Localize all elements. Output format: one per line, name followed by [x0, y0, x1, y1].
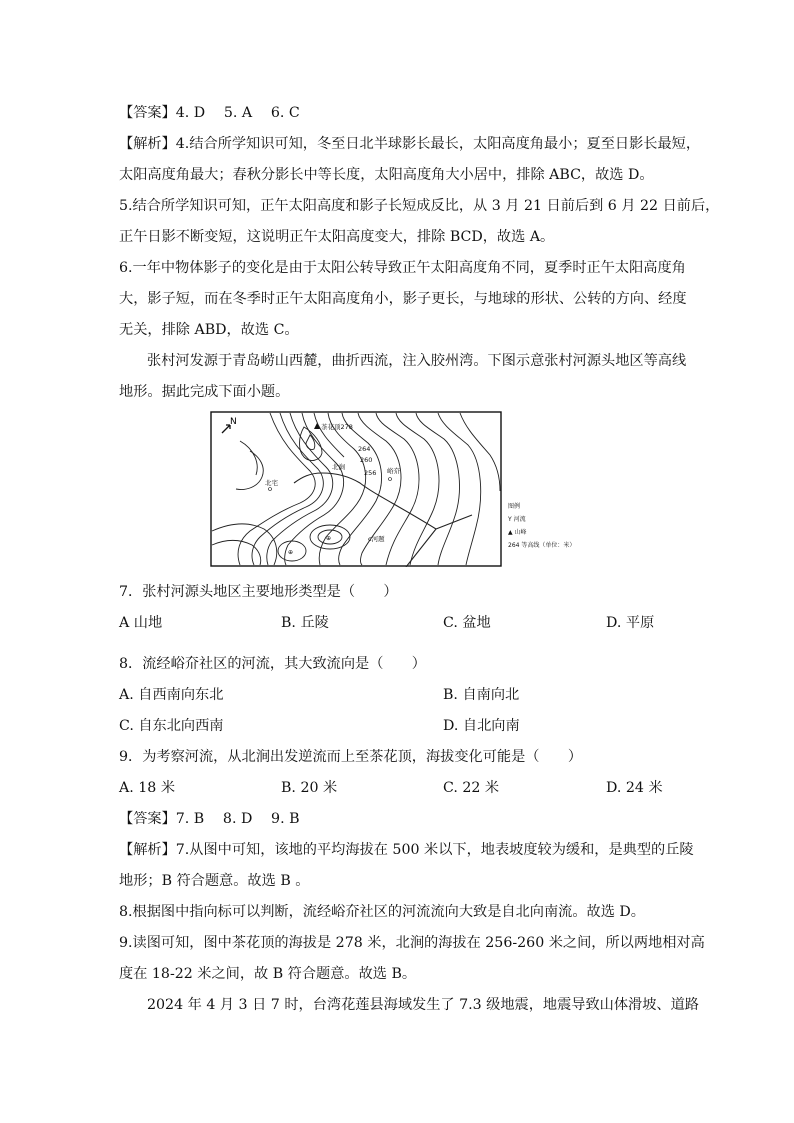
- analysis-line: 大，影子短，而在冬季时正午太阳高度角小，影子更长，与地球的形状、公转的方向、经度: [119, 291, 687, 307]
- river-legend-icon: Y: [508, 516, 512, 523]
- q9-option-c: C. 22 米: [443, 780, 500, 796]
- analysis-line: 正午日影不断变短，这说明正午太阳高度变大，排除 BCD，故选 A。: [119, 229, 555, 245]
- north-label: N: [230, 417, 237, 427]
- analysis-line: 太阳高度角最大；春秋分影长中等长度，太阳高度角大小居中，排除 ABC，故选 D。: [119, 167, 654, 183]
- q7-option-b: B. 丘陵: [281, 615, 329, 631]
- analysis-line: 无关，排除 ABD，故选 C。: [119, 322, 299, 338]
- q9-option-a: A. 18 米: [119, 780, 176, 796]
- next-passage: 2024 年 4 月 3 日 7 时，台湾花莲县海域发生了 7.3 级地震，地震导致山体滑坡、道路: [147, 997, 699, 1013]
- analysis-line: 6.一年中物体影子的变化是由于太阳公转导致正午太阳高度角不同，夏季时正午太阳高度角: [119, 260, 686, 276]
- intro-paragraph-cont: 地形。据此完成下面小题。: [119, 384, 290, 400]
- peak-label: 茶花顶278: [321, 423, 353, 431]
- peak-legend-icon: ▲: [508, 529, 513, 536]
- analysis-line: 地形；B 符合题意。故选 B 。: [119, 873, 310, 889]
- analysis-line: 度在 18-22 米之间，故 B 符合题意。故选 B。: [119, 966, 417, 982]
- q7-option-a: A 山地: [119, 615, 163, 631]
- map-frame: [211, 412, 501, 566]
- question-7-stem: 7．张村河源头地区主要地形类型是（ ）: [119, 584, 398, 600]
- q8-option-b: B. 自南向北: [443, 687, 520, 703]
- q8-option-c: C. 自东北向西南: [119, 718, 224, 734]
- question-9-stem: 9．为考察河流，从北涧出发逆流而上至茶花顶，海拔变化可能是（ ）: [119, 749, 583, 765]
- question-8-stem: 8．流经峪夼社区的河流，其大致流向是（ ）: [119, 656, 426, 672]
- analysis-line: 【解析】4.结合所学知识可知，冬至日北半球影长最长，太阳高度角最小；夏至日影长最短，: [119, 136, 701, 152]
- map-legend: [508, 500, 588, 552]
- legend-title: 图例: [508, 503, 521, 510]
- legend-peak: 山峰: [514, 529, 527, 536]
- analysis-line: 5.结合所学知识可知，正午太阳高度和影子长短成反比，从 3 月 21 日前后到 6 月 22 日前后，: [119, 198, 720, 214]
- chuntao-label: c河题: [368, 535, 385, 543]
- legend-contour: 等高线（单位：米）: [521, 542, 576, 549]
- analysis-line: 9.读图可知，图中茶花顶的海拔是 278 米，北涧的海拔在 256-260 米之间，所以两地相对高: [119, 935, 705, 951]
- svg-text:⊕: ⊕: [288, 549, 294, 556]
- q7-option-c: C. 盆地: [443, 615, 491, 631]
- q9-option-b: B. 20 米: [281, 780, 338, 796]
- svg-text:⊕: ⊕: [326, 535, 332, 542]
- beizhai-label: 北宅: [265, 479, 278, 487]
- contour-map: [210, 411, 502, 567]
- analysis-line: 【解析】7.从图中可知，该地的平均海拔在 500 米以下，地表坡度较为缓和，是典型的丘陵: [119, 842, 694, 858]
- legend-264: 264: [508, 542, 520, 549]
- beijian-label: 北涧: [332, 463, 345, 471]
- analysis-line: 8.根据图中指向标可以判断，流经峪夼社区的河流流向大致是自北向南流。故选 D。: [119, 904, 645, 920]
- contour-label-260: 260: [360, 456, 373, 464]
- contour-label-256: 256: [364, 469, 377, 477]
- q7-option-d: D. 平原: [606, 615, 655, 631]
- q8-option-a: A. 自西南向东北: [119, 687, 224, 703]
- contour-label-264: 264: [358, 445, 371, 453]
- yuji-label: 峪夼: [387, 467, 400, 475]
- q8-option-d: D. 自北向南: [443, 718, 520, 734]
- answer-4-6: 【答案】4. D 5. A 6. C: [119, 105, 300, 121]
- answer-7-9: 【答案】7. B 8. D 9. B: [119, 811, 300, 827]
- legend-river: 河流: [513, 516, 526, 523]
- q9-option-d: D. 24 米: [606, 780, 663, 796]
- intro-paragraph: 张村河发源于青岛崂山西麓，曲折西流，注入胶州湾。下图示意张村河源头地区等高线: [147, 353, 687, 369]
